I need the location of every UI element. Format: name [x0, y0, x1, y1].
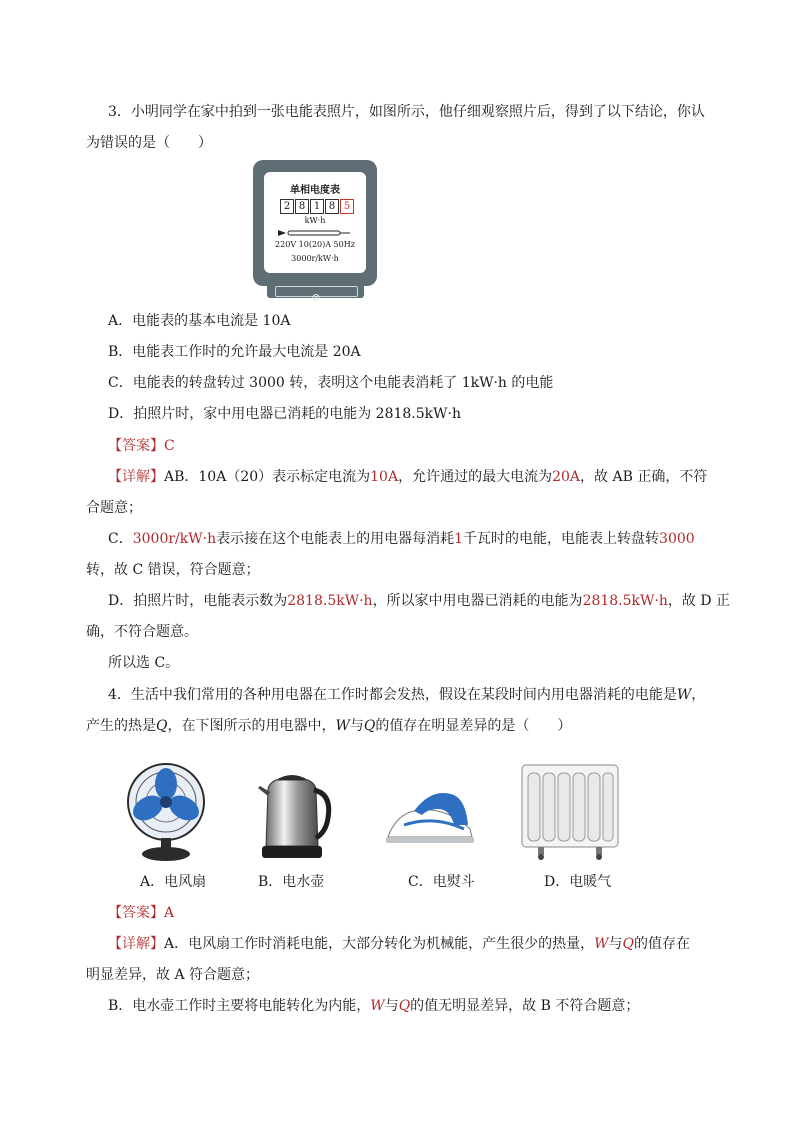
detail-text: B．电水壶工作时主要将电能转化为内能， [108, 998, 371, 1014]
answer-value: A [164, 905, 175, 921]
q3-option-a: A．电能表的基本电流是 10A [108, 313, 291, 329]
detail-symbol: W [594, 936, 609, 952]
meter-digits [280, 199, 355, 214]
q4-option-d: D．电暖气 [544, 874, 612, 890]
q3-answer [108, 436, 175, 456]
detail-highlight: 20A [552, 469, 581, 485]
stem-text: 的值存在明显差异的是（ ） [375, 718, 572, 734]
electric-heater-image [520, 763, 620, 861]
answer-value: C [164, 438, 175, 454]
stem-symbol: Q [156, 718, 168, 734]
q4-stem-line-2 [86, 716, 571, 736]
q3-detail-line-1 [108, 467, 707, 487]
meter-digit: 2 [280, 199, 294, 214]
q3-detail-line-3 [108, 529, 695, 549]
detail-text: 千瓦时的电能，电能表上转盘转 [463, 531, 660, 547]
meter-title: 单相电度表 [290, 185, 340, 196]
detail-text: A．电风扇工作时消耗电能，大部分转化为机械能，产生很少的热量， [164, 936, 595, 952]
q3-detail-line-5 [108, 591, 730, 611]
detail-text: 与 [384, 998, 399, 1014]
meter-disc-arrow-icon [278, 228, 352, 238]
q4-stem-line-1 [108, 685, 705, 705]
q4-option-c: C．电熨斗 [408, 874, 475, 890]
electric-kettle-image [256, 766, 334, 862]
electric-fan-image [120, 760, 212, 862]
q3-option-d: D．拍照片时，家中用电器已消耗的电能为 2818.5kW·h [108, 406, 461, 422]
q3-stem-line-1: 3．小明同学在家中拍到一张电能表照片，如图所示，他仔细观察照片后，得到了以下结论，你认 [108, 104, 705, 120]
q4-detail-line-3 [108, 996, 639, 1016]
q3-detail-line-2: 合题意； [86, 500, 142, 516]
stem-text: ，在下图所示的用电器中， [167, 718, 336, 734]
electric-iron-image [384, 785, 476, 849]
detail-symbol: Q [622, 936, 634, 952]
detail-highlight: 1 [454, 531, 464, 547]
detail-highlight: 3000r/kW·h [132, 531, 217, 547]
q3-option-c: C．电能表的转盘转过 3000 转，表明这个电能表消耗了 1kW·h 的电能 [108, 375, 554, 391]
q4-option-a: A．电风扇 [140, 874, 207, 890]
detail-label: 【详解】 [108, 936, 164, 952]
detail-text: C． [108, 531, 133, 547]
answer-label: 【答案】 [108, 438, 164, 454]
detail-highlight: 2818.5kW·h [287, 593, 373, 609]
detail-text: 与 [608, 936, 623, 952]
q3-conclusion: 所以选 C。 [108, 655, 180, 671]
detail-text: D．拍照片时，电能表示数为 [108, 593, 288, 609]
stem-symbol: W [335, 718, 350, 734]
detail-text: 的值无明显差异，故 B 不符合题意； [410, 998, 640, 1014]
q4-detail-line-1 [108, 934, 690, 954]
stem-symbol: W [676, 687, 692, 703]
q3-stem-line-2: 为错误的是（ ） [86, 135, 212, 151]
detail-text: AB．10A（20）表示标定电流为 [164, 469, 371, 485]
q3-detail-line-4: 转，故 C 错误，符合题意； [86, 562, 260, 578]
detail-highlight: 3000 [659, 531, 695, 547]
meter-digit: 8 [295, 199, 309, 214]
meter-unit: kW·h [304, 216, 326, 225]
stem-text: ， [691, 687, 706, 703]
no-symbol-icon [276, 293, 357, 302]
detail-text: ，故 D 正 [667, 593, 731, 609]
detail-text: 表示接在这个电能表上的用电器每消耗 [216, 531, 455, 547]
q3-detail-line-6: 确，不符合题意。 [86, 624, 198, 640]
detail-highlight: 2818.5kW·h [582, 593, 668, 609]
meter-digit-decimal: 5 [340, 199, 354, 214]
q4-answer [108, 903, 174, 923]
q4-option-b: B．电水壶 [258, 874, 325, 890]
meter-digit: 1 [310, 199, 324, 214]
q4-detail-line-2: 明显差异，故 A 符合题意； [86, 967, 260, 983]
meter-spec: 220V 10(20)A 50Hz [275, 240, 355, 249]
detail-text: ，允许通过的最大电流为 [398, 469, 553, 485]
meter-slot [275, 286, 358, 297]
detail-symbol: Q [398, 998, 411, 1014]
stem-symbol: Q [363, 718, 376, 734]
meter-digit: 8 [325, 199, 339, 214]
detail-text: 的值存在 [633, 936, 690, 952]
stem-text: 产生的热是 [86, 718, 156, 734]
electric-meter-figure [253, 160, 377, 286]
meter-revolutions: 3000r/kW·h [291, 254, 339, 263]
detail-symbol: W [370, 998, 385, 1014]
stem-text: 与 [349, 718, 364, 734]
detail-text: ，所以家中用电器已消耗的电能为 [372, 593, 583, 609]
answer-label: 【答案】 [108, 905, 164, 921]
detail-highlight: 10A [370, 469, 399, 485]
detail-text: ，故 AB 正确，不符 [580, 469, 708, 485]
stem-text: 4．生活中我们常用的各种用电器在工作时都会发热，假设在某段时间内用电器消耗的电能是 [108, 687, 677, 703]
meter-base [267, 283, 364, 298]
meter-face [264, 172, 366, 273]
q3-option-b: B．电能表工作时的允许最大电流是 20A [108, 344, 361, 360]
detail-label: 【详解】 [108, 469, 164, 485]
